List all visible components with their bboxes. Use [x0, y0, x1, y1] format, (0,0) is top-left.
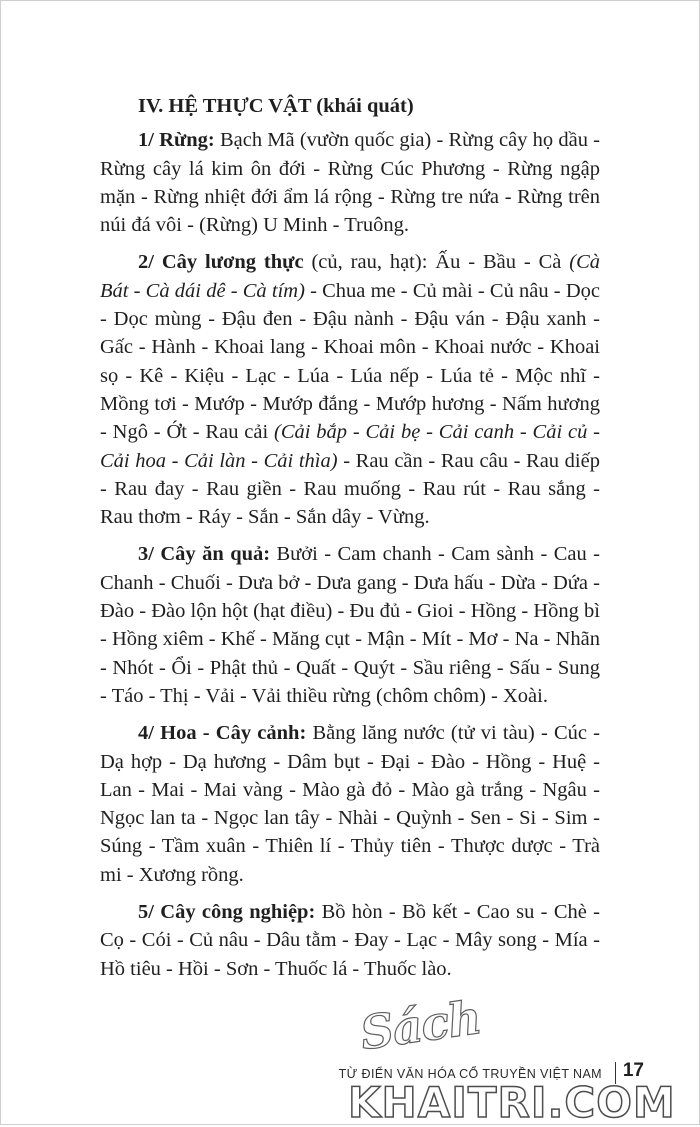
running-footer-title: TỪ ĐIỂN VĂN HÓA CỔ TRUYỀN VIỆT NAM [338, 1067, 602, 1081]
watermark-site-name: KHAITRI.COM [348, 1078, 676, 1127]
section-italic-text: (Cà Bát - Cà dái dê - Cà tím) [100, 251, 600, 302]
section-title: 5/ Cây công nghiệp: [138, 901, 316, 924]
section-text: Bằng lăng nước (tử vi tàu) - Cúc - Dạ hợp - Dạ hương - Dâm bụt - Đại - Đào - Hồng - Huệ - Lan - Mai - Mai vàng - Mào gà đỏ - Mào gà trắng - Ngâu - Ngọc lan ta - Ngọc lan tây - Nhài - Quỳnh - Sen - Si - Sim - Súng - Tầm xuân - Thiên lí - Thủy tiên - Thược dược - Trà mi - Xương rồng. [100, 722, 601, 886]
section-title: 2/ Cây lương thực [138, 251, 304, 274]
section-text: - Chua me - Củ mài - Củ nâu - Dọc - Dọc mùng - Đậu đen - Đậu nành - Đậu ván - Đậu xanh - Gấc - Hành - Khoai lang - Khoai môn - Khoai nước - Khoai sọ - Kê - Kiệu - Lạc - Lúa - Lúa nếp - Lúa tẻ - Mộc nhĩ - Mồng tơi - Mướp - Mướp đắng - Mướp hương - Nấm hương - Ngô - Ớt - Rau cải [100, 279, 600, 444]
page-number: 17 [622, 1060, 644, 1081]
section-title: 4/ Hoa - Cây cảnh: [138, 722, 307, 745]
section-paragraph [100, 898, 600, 983]
section-text: Bạch Mã (vườn quốc gia) - Rừng cây họ dầu - Rừng cây lá kim ôn đới - Rừng Cúc Phương - Rừng ngập mặn - Rừng nhiệt đới ẩm lá rộng - Rừng tre nứa - Rừng trên núi đá vôi - (Rừng) U Minh - Truông. [100, 129, 601, 237]
section-paragraph [100, 540, 600, 710]
section-title: 1/ Rừng: [138, 129, 215, 152]
watermark-logo-script: Sách [357, 989, 484, 1061]
footer-divider [615, 1062, 616, 1084]
chapter-heading-qualifier: (khái quát) [316, 95, 414, 117]
section-text: (củ, rau, hạt): Ấu - Bầu - Cà [303, 251, 570, 274]
section-paragraph [100, 719, 600, 889]
sections-container [100, 126, 600, 983]
section-paragraph [100, 248, 600, 531]
section-italic-text: (Cải bắp - Cải bẹ - Cải canh - Cải củ - Cải hoa - Cải làn - Cải thìa) [100, 421, 601, 472]
chapter-heading [138, 92, 600, 120]
page-content [100, 92, 600, 992]
section-text: - Rau cần - Rau câu - Rau diếp - Rau đay - Rau giền - Rau muống - Rau rút - Rau sắng - Rau thơm - Ráy - Sắn - Sắn dây - Vừng. [100, 449, 600, 529]
section-paragraph [100, 126, 600, 239]
section-text: Bồ hòn - Bồ kết - Cao su - Chè - Cọ - Cói - Củ nâu - Dâu tằm - Đay - Lạc - Mây song - Mía - Hồ tiêu - Hồi - Sơn - Thuốc lá - Thuốc lào. [100, 901, 600, 980]
page-footer [0, 1060, 700, 1090]
section-text: Bưởi - Cam chanh - Cam sành - Cau - Chanh - Chuối - Dưa bở - Dưa gang - Dưa hấu - Dừa - Dứa - Đào - Đào lộn hột (hạt điều) - Đu đủ - Gioi - Hồng - Hồng bì - Hồng xiêm - Khế - Măng cụt - Mận - Mít - Mơ - Na - Nhãn - Nhót - Ổi - Phật thủ - Quất - Quýt - Sầu riêng - Sấu - Sung - Táo - Thị - Vải - Vải thiều rừng (chôm chôm) - Xoài. [100, 543, 601, 707]
section-title: 3/ Cây ăn quả: [138, 543, 271, 566]
chapter-heading-label: IV. HỆ THỰC VẬT [138, 95, 312, 117]
